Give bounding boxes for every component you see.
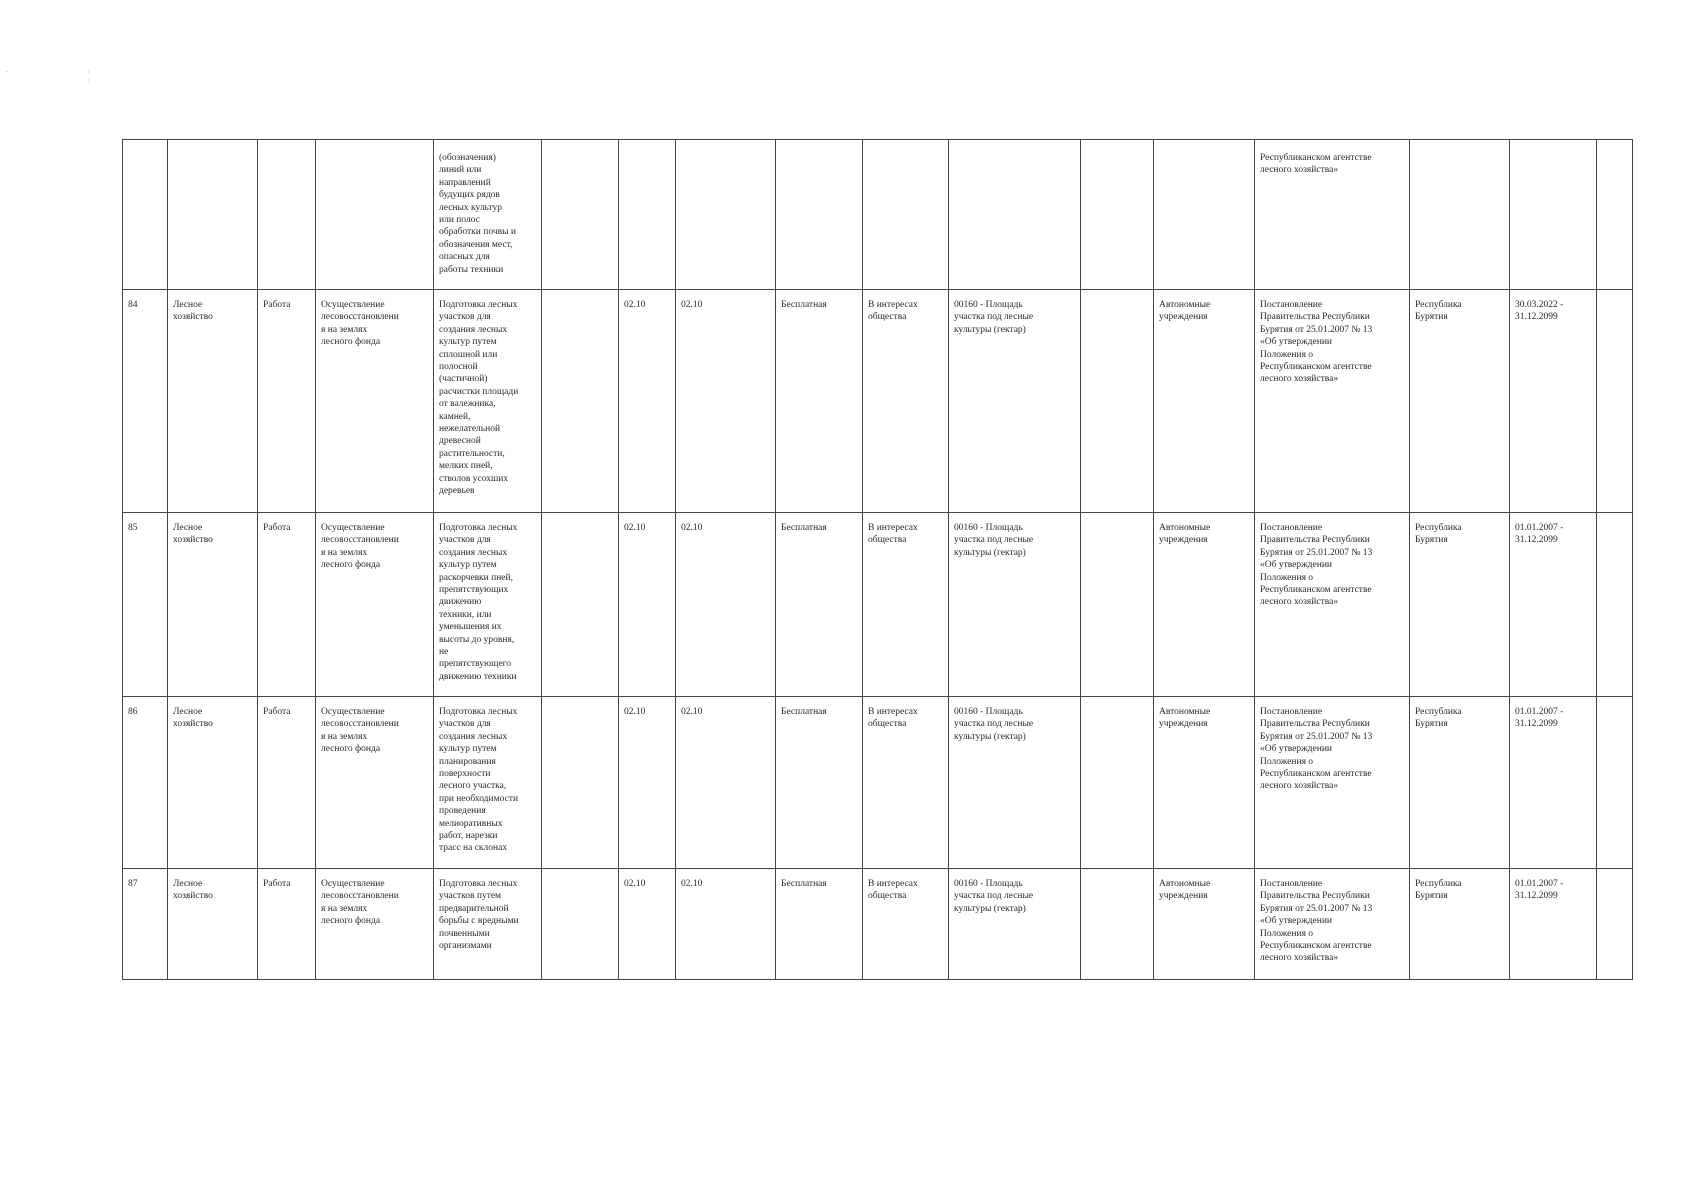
cell-code-1 xyxy=(619,140,676,290)
cell-unit: 00160 - Площадь участка под лесные культуры (гектар) xyxy=(949,869,1081,980)
cell-legal-basis: Постановление Правительства Республики Бурятия от 25.01.2007 № 13 «Об утверждении Положения о Республиканском агентстве лесного хозяйства» xyxy=(1255,513,1410,697)
cell-period xyxy=(1510,140,1597,290)
cell-blank-1 xyxy=(542,513,619,697)
cell-content: Подготовка лесных участков путем предварительной борьбы с вредными почвенными организмами xyxy=(434,869,542,980)
cell-payment-type: Бесплатная xyxy=(776,513,863,697)
cell-blank-2 xyxy=(1081,697,1154,869)
cell-number: 85 xyxy=(123,513,168,697)
cell-consumers: Автономные учреждения xyxy=(1154,869,1255,980)
cell-kind xyxy=(258,140,316,290)
cell-kind: Работа xyxy=(258,290,316,513)
cell-unit xyxy=(949,140,1081,290)
cell-number: 86 xyxy=(123,697,168,869)
registry-table xyxy=(122,139,1633,980)
cell-period: 30.03.2022 - 31.12.2099 xyxy=(1510,290,1597,513)
cell-blank-3 xyxy=(1597,140,1633,290)
cell-blank-3 xyxy=(1597,513,1633,697)
cell-region: Республика Бурятия xyxy=(1410,513,1510,697)
cell-code-2: 02.10 xyxy=(676,869,776,980)
cell-sector: Лесное хозяйство xyxy=(168,869,258,980)
cell-code-1: 02.10 xyxy=(619,290,676,513)
cell-sector: Лесное хозяйство xyxy=(168,513,258,697)
cell-code-1: 02.10 xyxy=(619,697,676,869)
cell-period: 01.01.2007 - 31.12.2099 xyxy=(1510,697,1597,869)
cell-service-name: Осуществление лесовосстановлени я на землях лесного фонда xyxy=(316,869,434,980)
cell-content: Подготовка лесных участков для создания лесных культур путем планирования поверхности лесного участка, при необходимости проведения мелиоративных работ, нарезки трасс на склонах xyxy=(434,697,542,869)
cell-period: 01.01.2007 - 31.12.2099 xyxy=(1510,513,1597,697)
cell-consumers: Автономные учреждения xyxy=(1154,290,1255,513)
cell-legal-basis: Республиканском агентстве лесного хозяйства» xyxy=(1255,140,1410,290)
cell-blank-2 xyxy=(1081,290,1154,513)
scan-mark: : xyxy=(88,76,90,84)
cell-blank-2 xyxy=(1081,869,1154,980)
cell-consumers xyxy=(1154,140,1255,290)
cell-code-2: 02.10 xyxy=(676,697,776,869)
cell-content: Подготовка лесных участков для создания лесных культур путем сплошной или полосной (частичной) расчистки площади от валежника, камней, нежелательной древесной растительности, мелких пней, стволов усохших деревьев xyxy=(434,290,542,513)
cell-consumers: Автономные учреждения xyxy=(1154,513,1255,697)
cell-service-name: Осуществление лесовосстановлени я на землях лесного фонда xyxy=(316,290,434,513)
cell-blank-1 xyxy=(542,140,619,290)
cell-code-2 xyxy=(676,140,776,290)
table-row xyxy=(123,140,1633,290)
cell-legal-basis: Постановление Правительства Республики Бурятия от 25.01.2007 № 13 «Об утверждении Положения о Республиканском агентстве лесного хозяйства» xyxy=(1255,697,1410,869)
cell-legal-basis: Постановление Правительства Республики Бурятия от 25.01.2007 № 13 «Об утверждении Положения о Республиканском агентстве лесного хозяйства» xyxy=(1255,869,1410,980)
cell-content: (обозначения) линий или направлений будущих рядов лесных культур или полос обработки почвы и обозначения мест, опасных для работы техники xyxy=(434,140,542,290)
cell-region xyxy=(1410,140,1510,290)
cell-interest xyxy=(863,140,949,290)
cell-consumers: Автономные учреждения xyxy=(1154,697,1255,869)
cell-blank-3 xyxy=(1597,869,1633,980)
cell-blank-1 xyxy=(542,290,619,513)
cell-blank-1 xyxy=(542,869,619,980)
table-row xyxy=(123,513,1633,697)
cell-blank-1 xyxy=(542,697,619,869)
cell-interest: В интересах общества xyxy=(863,869,949,980)
cell-interest: В интересах общества xyxy=(863,513,949,697)
cell-sector: Лесное хозяйство xyxy=(168,697,258,869)
cell-code-2: 02.10 xyxy=(676,513,776,697)
cell-number: 87 xyxy=(123,869,168,980)
cell-sector xyxy=(168,140,258,290)
cell-number: 84 xyxy=(123,290,168,513)
cell-period: 01.01.2007 - 31.12.2099 xyxy=(1510,869,1597,980)
cell-region: Республика Бурятия xyxy=(1410,869,1510,980)
cell-interest: В интересах общества xyxy=(863,697,949,869)
cell-region: Республика Бурятия xyxy=(1410,697,1510,869)
cell-kind: Работа xyxy=(258,513,316,697)
cell-legal-basis: Постановление Правительства Республики Бурятия от 25.01.2007 № 13 «Об утверждении Положения о Республиканском агентстве лесного хозяйства» xyxy=(1255,290,1410,513)
table-body xyxy=(123,140,1633,980)
cell-service-name: Осуществление лесовосстановлени я на землях лесного фонда xyxy=(316,697,434,869)
cell-code-2: 02.10 xyxy=(676,290,776,513)
cell-payment-type: Бесплатная xyxy=(776,697,863,869)
cell-code-1: 02.10 xyxy=(619,869,676,980)
cell-unit: 00160 - Площадь участка под лесные культуры (гектар) xyxy=(949,290,1081,513)
cell-region: Республика Бурятия xyxy=(1410,290,1510,513)
cell-kind: Работа xyxy=(258,869,316,980)
cell-number xyxy=(123,140,168,290)
cell-payment-type xyxy=(776,140,863,290)
cell-content: Подготовка лесных участков для создания лесных культур путем раскорчевки пней, препятствующих движению техники, или уменьшения их высоты до уровня, не препятствующего движению техники xyxy=(434,513,542,697)
cell-service-name: Осуществление лесовосстановлени я на землях лесного фонда xyxy=(316,513,434,697)
cell-blank-3 xyxy=(1597,290,1633,513)
cell-unit: 00160 - Площадь участка под лесные культуры (гектар) xyxy=(949,697,1081,869)
cell-code-1: 02.10 xyxy=(619,513,676,697)
cell-blank-2 xyxy=(1081,140,1154,290)
cell-sector: Лесное хозяйство xyxy=(168,290,258,513)
scan-mark: . xyxy=(6,66,8,74)
cell-service-name xyxy=(316,140,434,290)
cell-kind: Работа xyxy=(258,697,316,869)
table-row xyxy=(123,290,1633,513)
cell-unit: 00160 - Площадь участка под лесные культуры (гектар) xyxy=(949,513,1081,697)
table-row xyxy=(123,697,1633,869)
table-row xyxy=(123,869,1633,980)
scan-mark: : xyxy=(88,68,90,76)
cell-blank-3 xyxy=(1597,697,1633,869)
cell-interest: В интересах общества xyxy=(863,290,949,513)
cell-payment-type: Бесплатная xyxy=(776,869,863,980)
cell-blank-2 xyxy=(1081,513,1154,697)
cell-payment-type: Бесплатная xyxy=(776,290,863,513)
